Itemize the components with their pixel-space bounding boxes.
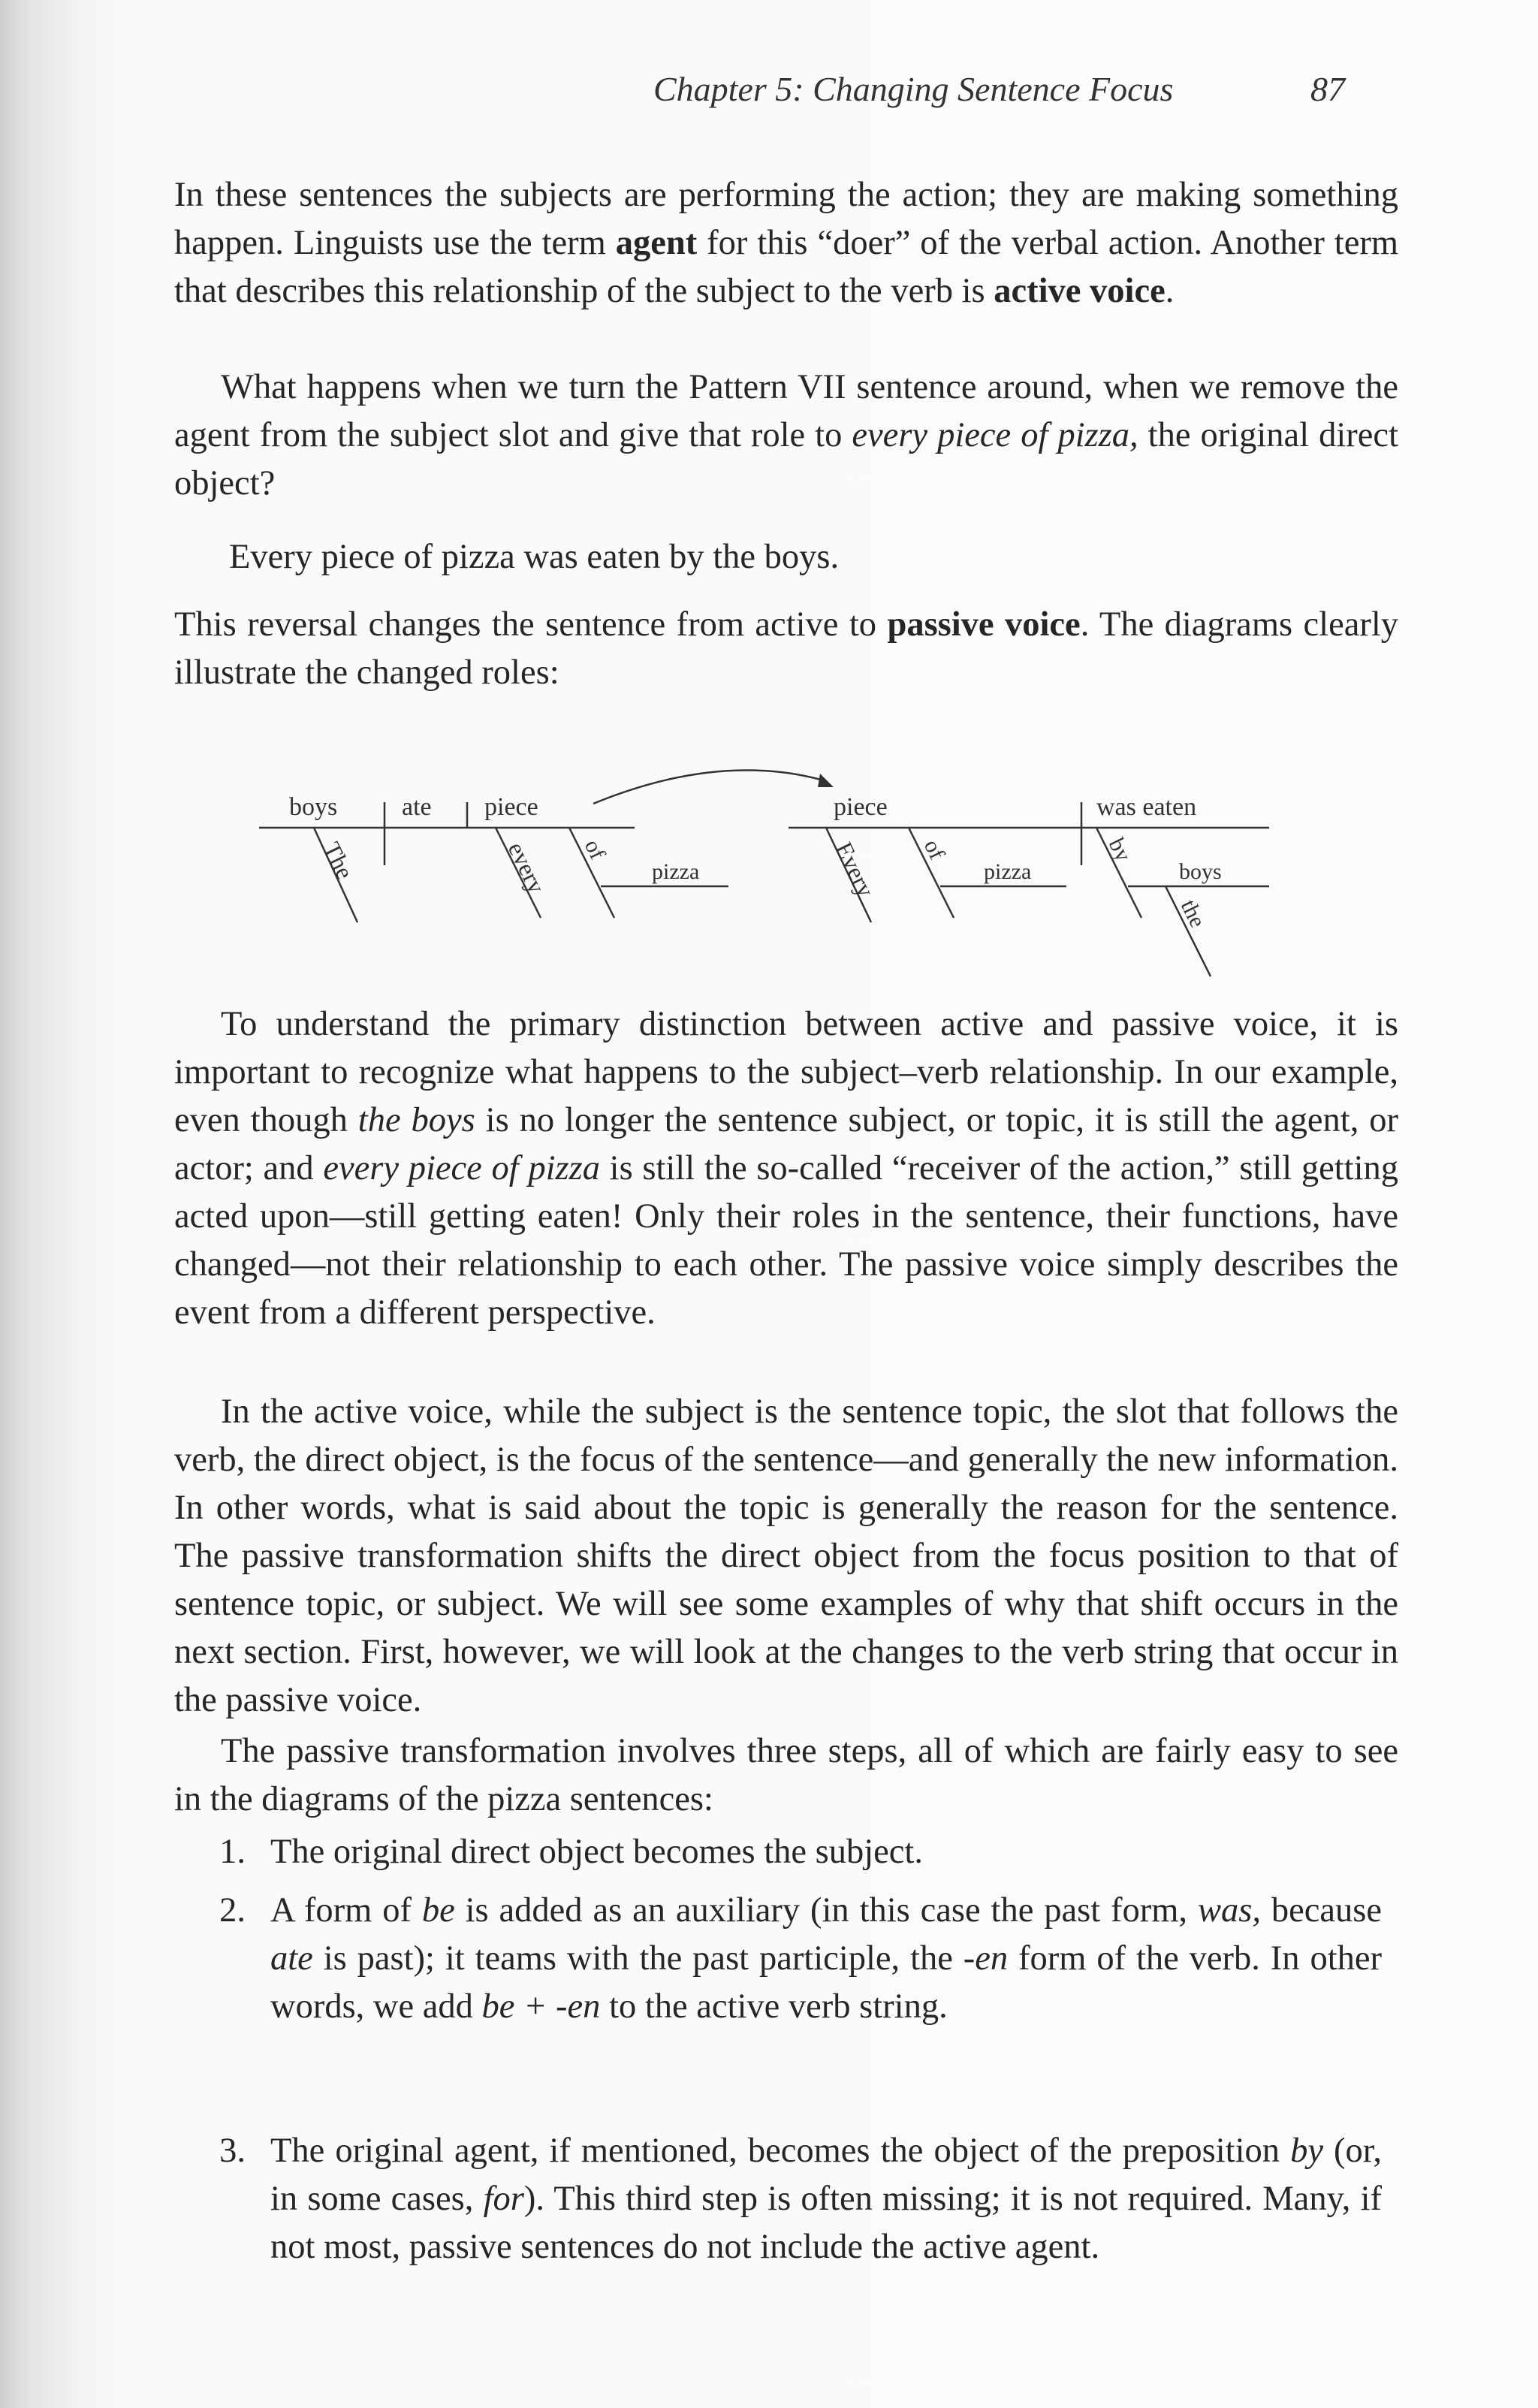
passive-agent: boys (1179, 859, 1222, 884)
italic-phrase: be + -en (481, 1987, 601, 2026)
italic-phrase: for (483, 2180, 524, 2218)
text-span: To understand the primary distinction between active and passive voice, it is important to recognize what happens to the subject–verb relationship. In our example, even though (174, 1005, 1398, 1139)
text-span: The original agent, if mentioned, becomes the object of the preposition (270, 2132, 1291, 2170)
passive-agent-prep: by (1103, 834, 1136, 866)
text-span: is added as an auxiliary (in this case the past form, (454, 1891, 1198, 1930)
paragraph-pattern-vii (174, 364, 1398, 508)
list-number: 2. (219, 1891, 246, 1930)
text-span: The passive transformation involves three steps, all of which are fairly easy to see in the diagrams of the pizza sentences: (174, 1732, 1398, 1818)
italic-phrase: was, (1197, 1891, 1261, 1930)
paragraph-agent (174, 171, 1398, 315)
term-active-voice: active voice (994, 272, 1166, 310)
active-subject-mod: The (318, 837, 359, 883)
active-subject: boys (289, 793, 338, 821)
text-span: . (1165, 272, 1175, 310)
passive-the-line (1166, 886, 1211, 976)
active-prep: of (579, 835, 611, 864)
text-span: In these sentences the subjects are performing the action; they are making something happen. Linguists use the term (174, 176, 1398, 262)
active-object-mod: every (502, 837, 551, 898)
chapter-title: Chapter 5: Changing Sentence Focus (653, 70, 1174, 108)
text-span: . The diagrams clearly illustrate the changed roles: (174, 605, 1399, 692)
text-span: What happens when we turn the Pattern VII sentence around, when we remove the agent from the subject slot and give that role to (174, 368, 1398, 454)
text-span: is still the so-called “receiver of the action,” still getting acted upon—still getting eaten! Only their roles in the sentence, their functions, have changed—not their relationship to each other. The passive voice simply describes the event from a different perspective. (174, 1149, 1398, 1332)
italic-phrase: the boys (357, 1101, 475, 1139)
text-span: This reversal changes the sentence from active to (174, 605, 888, 644)
list-number: 3. (219, 2132, 246, 2170)
list-number: 1. (219, 1833, 246, 1871)
running-header (0, 69, 1538, 114)
text-span: In the active voice, while the subject is the sentence topic, the slot that follows the verb, the direct object, is the focus of the sentence—and generally the new information. In other words, what is said about the topic is generally the reason for the sentence. The passive transformation shifts the direct object from the focus position to that of sentence topic, or subject. We will see some examples of why that shift occurs in the next section. First, however, we will look at the changes to the verb string that occur in the passive voice. (174, 1393, 1398, 1719)
list-text: The original direct object becomes the subject. (270, 1833, 923, 1871)
text-span: form of the verb. In other words, we add (270, 1939, 1382, 2026)
text-span: for this “doer” of the verbal action. Another term that describes this relationship of the subject to the verb is (174, 224, 1399, 310)
active-object: piece (484, 793, 538, 821)
text-span: is no longer the sentence subject, or topic, it is still the agent, or actor; and (174, 1101, 1398, 1187)
passive-prep-object: pizza (984, 859, 1032, 884)
passive-subject-mod: Every (830, 837, 880, 901)
paragraph-reversal (174, 601, 1398, 697)
term-passive-voice: passive voice (887, 605, 1081, 644)
passive-prep: of (918, 835, 950, 864)
text-span: A form of (270, 1891, 422, 1930)
text-span: ). This third step is often missing; it is not required. Many, if not most, passive sentences do not include the active agent. (270, 2180, 1382, 2266)
italic-phrase: -en (963, 1939, 1009, 1978)
example-sentence: Every piece of pizza was eaten by the boys. (229, 538, 840, 576)
active-verb: ate (402, 793, 432, 821)
text-span: because (1260, 1891, 1383, 1930)
page-number: 87 (1310, 70, 1345, 108)
paragraph-distinction (174, 1000, 1398, 1337)
sentence-diagrams (0, 721, 1538, 991)
arrow-head (818, 774, 834, 787)
text-span: is past); it teams with the past participle, the (312, 1939, 964, 1978)
paragraph-three-steps (174, 1728, 1398, 1824)
passive-verb: was eaten (1096, 793, 1197, 821)
passive-agent-mod: the (1175, 895, 1211, 932)
list-text (270, 1887, 1382, 2031)
italic-phrase: every piece of pizza, (852, 416, 1138, 454)
term-agent: agent (615, 224, 698, 262)
italic-phrase: ate (270, 1939, 313, 1978)
transformation-arrow (593, 770, 826, 804)
paragraph-active-focus (174, 1388, 1398, 1725)
italic-phrase: by (1290, 2132, 1323, 2170)
italic-phrase: every piece of pizza (323, 1149, 600, 1187)
text-span: (or, in some cases, (270, 2132, 1383, 2218)
italic-phrase: be (421, 1891, 455, 1930)
list-text (270, 2127, 1382, 2271)
text-span: the original direct object? (174, 416, 1398, 502)
active-prep-object: pizza (652, 859, 700, 884)
text-span: to the active verb string. (600, 1987, 948, 2026)
passive-subject: piece (834, 793, 888, 821)
